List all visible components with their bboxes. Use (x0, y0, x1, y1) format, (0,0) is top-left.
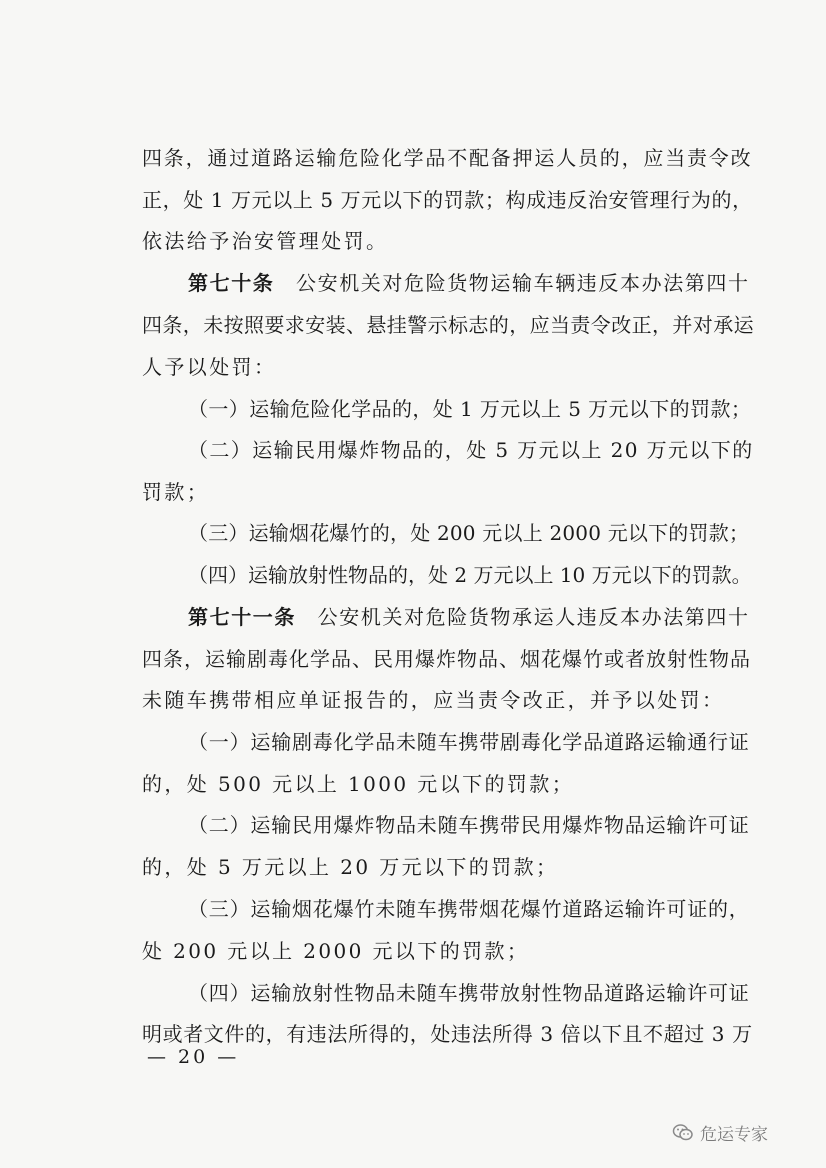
article-heading: 第七十一条 (188, 605, 296, 629)
line-text: （一）运输剧毒化学品未随车携带剧毒化学品道路运输通行证 (188, 730, 750, 754)
line-text: 公安机关对危险货物承运人违反本办法第四十 (296, 605, 750, 629)
line-text: 正，处 1 万元以上 5 万元以下的罚款；构成违反治安管理行为的， (142, 188, 753, 212)
line-text: （四）运输放射性物品未随车携带放射性物品道路运输许可证 (188, 981, 750, 1005)
line-text: 罚款； (142, 480, 210, 504)
text-line (142, 355, 754, 379)
line-text: 四条，运输剧毒化学品、民用爆炸物品、烟花爆竹或者放射性物品 (142, 647, 751, 671)
text-line (188, 563, 754, 587)
text-line (188, 981, 754, 1005)
line-text: 人予以处罚： (142, 355, 277, 379)
text-line (142, 939, 754, 963)
line-text: 明或者文件的，有违法所得的，处违法所得 3 倍以下且不超过 3 万 (142, 1022, 753, 1046)
line-text: 依法给予治安管理处罚。 (142, 229, 389, 253)
page-number: — 20 — (147, 1046, 240, 1068)
text-line (142, 647, 754, 671)
line-text: （四）运输放射性物品的，处 2 万元以上 10 万元以下的罚款。 (188, 563, 752, 587)
watermark (672, 1120, 768, 1145)
text-line (188, 605, 754, 629)
text-line (188, 897, 754, 921)
text-line (188, 271, 754, 295)
line-text: 的，处 500 元以上 1000 元以下的罚款； (142, 772, 575, 796)
line-text: （二）运输民用爆炸物品未随车携带民用爆炸物品运输许可证 (188, 813, 750, 837)
line-text: （三）运输烟花爆竹未随车携带烟花爆竹道路运输许可证的， (188, 897, 750, 921)
text-line (142, 229, 754, 253)
text-line (188, 438, 754, 462)
wechat-icon (672, 1123, 694, 1143)
text-line (142, 146, 754, 170)
text-line (142, 772, 754, 796)
text-line (188, 521, 754, 545)
line-text: 四条，通过道路运输危险化学品不配备押运人员的，应当责令改 (142, 146, 753, 170)
line-text: 处 200 元以上 2000 元以下的罚款； (142, 939, 530, 963)
line-text: （二）运输民用爆炸物品的，处 5 万元以上 20 万元以下的 (188, 438, 754, 462)
line-text: 公安机关对危险货物运输车辆违反本办法第四十 (274, 271, 750, 295)
text-line (142, 1022, 754, 1046)
text-line (188, 730, 754, 754)
line-text: 四条，未按照要求安装、悬挂警示标志的，应当责令改正，并对承运 (142, 313, 754, 337)
text-line (142, 688, 754, 712)
line-text: （一）运输危险化学品的，处 1 万元以上 5 万元以下的罚款； (188, 397, 752, 421)
text-line (188, 813, 754, 837)
text-line (142, 855, 754, 879)
text-line (142, 313, 754, 337)
text-line (142, 188, 754, 212)
line-text: 未随车携带相应单证报告的，应当责令改正，并予以处罚： (142, 688, 725, 712)
text-line (188, 397, 754, 421)
line-text: （三）运输烟花爆竹的，处 200 元以上 2000 元以下的罚款； (188, 521, 750, 545)
article-heading: 第七十条 (188, 271, 275, 295)
text-line (142, 480, 754, 504)
line-text: 的，处 5 万元以上 20 万元以下的罚款； (142, 855, 559, 879)
watermark-label: 危运专家 (700, 1125, 768, 1145)
